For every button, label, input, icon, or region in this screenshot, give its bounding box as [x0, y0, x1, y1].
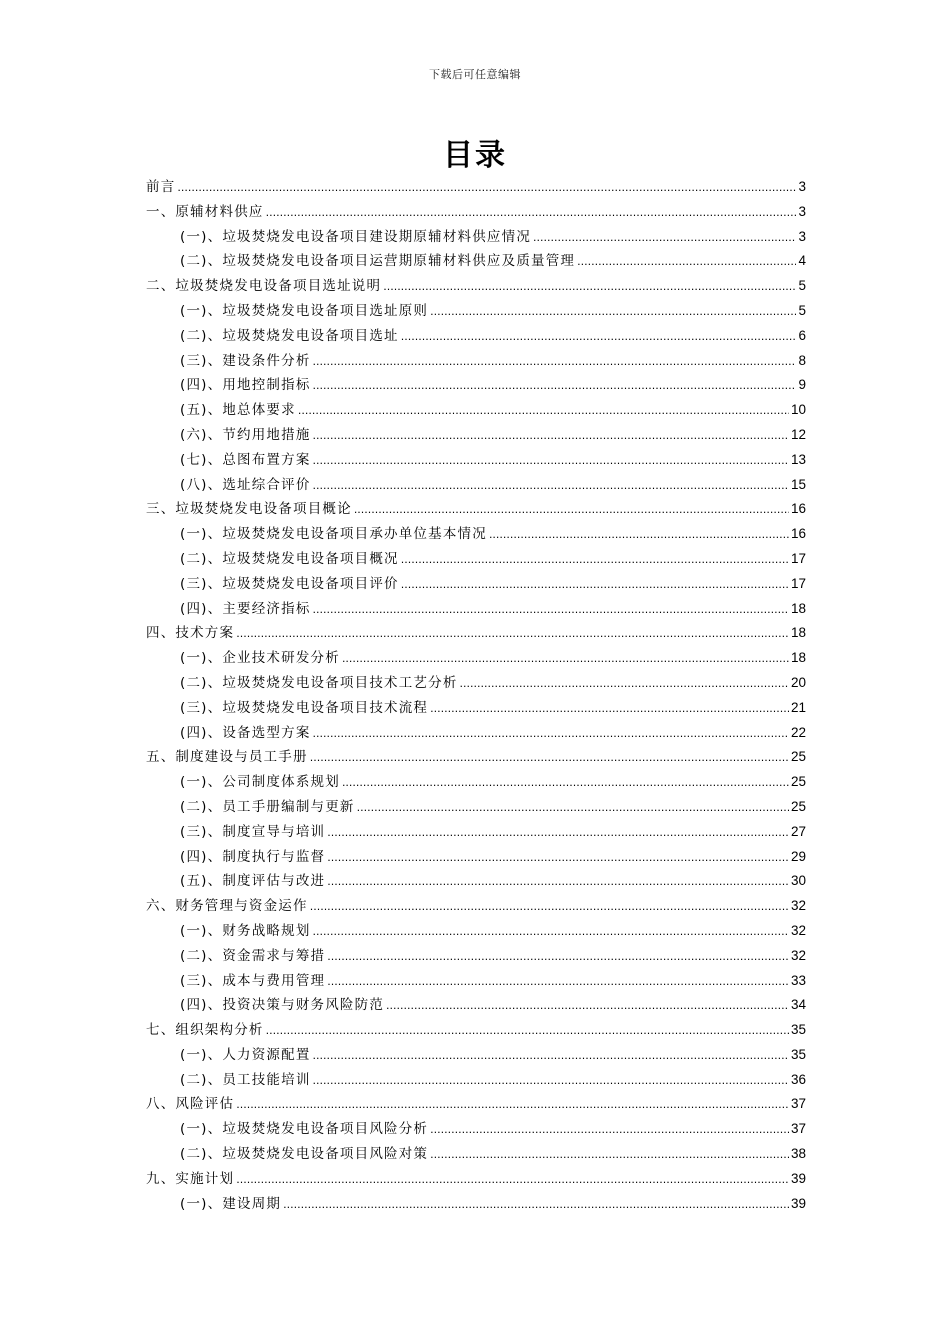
toc-entry[interactable] [146, 993, 806, 1018]
toc-page-number: 6 [798, 327, 806, 343]
toc-entry-title: (五)、地总体要求 [180, 402, 296, 419]
toc-entry[interactable] [146, 1092, 806, 1117]
toc-entry-title: (四)、设备选型方案 [180, 724, 311, 741]
toc-page-number: 17 [790, 575, 806, 591]
table-of-contents [146, 175, 806, 1216]
toc-page-number: 3 [798, 203, 806, 219]
toc-entry-title: (三)、建设条件分析 [180, 352, 311, 369]
toc-entry[interactable] [146, 646, 806, 671]
toc-leader-dots [533, 231, 796, 244]
toc-entry[interactable] [146, 1043, 806, 1068]
toc-entry[interactable] [146, 869, 806, 894]
toc-page-number: 39 [790, 1195, 806, 1211]
toc-entry[interactable] [146, 547, 806, 572]
toc-leader-dots [236, 1098, 789, 1111]
toc-leader-dots [310, 751, 789, 764]
toc-entry-title: 五、制度建设与员工手册 [146, 749, 308, 766]
toc-page-number: 20 [790, 674, 806, 690]
toc-page-number: 30 [790, 873, 806, 889]
toc-entry-title: (一)、公司制度体系规划 [180, 774, 340, 791]
toc-page-number: 33 [790, 972, 806, 988]
toc-entry[interactable] [146, 820, 806, 845]
toc-page-number: 18 [790, 625, 806, 641]
toc-page-number: 37 [790, 1121, 806, 1137]
toc-entry[interactable] [146, 770, 806, 795]
toc-page-number: 39 [790, 1170, 806, 1186]
toc-entry-title: (六)、节约用地措施 [180, 426, 311, 443]
toc-entry-title: 前言 [146, 179, 176, 195]
toc-entry[interactable] [146, 373, 806, 398]
toc-entry-title: 三、垃圾焚烧发电设备项目概论 [146, 501, 352, 518]
toc-entry-title: (二)、垃圾焚烧发电设备项目运营期原辅材料供应及质量管理 [180, 253, 576, 270]
toc-entry[interactable] [146, 522, 806, 547]
toc-entry[interactable] [146, 696, 806, 721]
toc-leader-dots [342, 652, 789, 665]
toc-leader-dots [383, 280, 796, 293]
toc-leader-dots [577, 255, 796, 268]
toc-entry-title: 八、风险评估 [146, 1096, 235, 1113]
toc-entry[interactable] [146, 274, 806, 299]
toc-leader-dots [313, 1074, 789, 1087]
toc-entry[interactable] [146, 249, 806, 274]
toc-entry-title: (二)、垃圾焚烧发电设备项目概况 [180, 550, 399, 567]
toc-entry-title: (二)、员工手册编制与更新 [180, 798, 355, 815]
toc-leader-dots [313, 429, 789, 442]
toc-leader-dots [298, 404, 789, 417]
toc-entry-title: (三)、垃圾焚烧发电设备项目技术流程 [180, 699, 429, 716]
toc-leader-dots [283, 1198, 789, 1211]
toc-leader-dots [313, 379, 797, 392]
toc-entry[interactable] [146, 671, 806, 696]
toc-leader-dots [357, 801, 789, 814]
toc-entry-title: (二)、资金需求与筹措 [180, 947, 326, 964]
toc-entry-title: (二)、垃圾焚烧发电设备项目技术工艺分析 [180, 674, 458, 691]
toc-page-number: 29 [790, 848, 806, 864]
toc-page-number: 10 [790, 402, 806, 418]
toc-entry[interactable] [146, 795, 806, 820]
toc-leader-dots [327, 875, 789, 888]
toc-page-number: 38 [790, 1146, 806, 1162]
toc-entry-title: (七)、总图布置方案 [180, 451, 311, 468]
toc-leader-dots [327, 826, 789, 839]
toc-leader-dots [313, 727, 789, 740]
toc-page-number: 13 [790, 451, 806, 467]
toc-leader-dots [430, 1148, 789, 1161]
toc-page-number: 3 [798, 179, 806, 194]
toc-page-number: 5 [798, 278, 806, 294]
toc-page-number: 12 [790, 426, 806, 442]
toc-entry-title: (四)、制度执行与监督 [180, 848, 326, 865]
toc-entry[interactable] [146, 944, 806, 969]
toc-entry-title: (二)、垃圾焚烧发电设备项目风险对策 [180, 1146, 429, 1163]
toc-page-number: 15 [790, 476, 806, 492]
toc-entry[interactable] [146, 1018, 806, 1043]
toc-entry-title: (三)、成本与费用管理 [180, 972, 326, 989]
toc-entry[interactable] [146, 1167, 806, 1192]
toc-page-number: 36 [790, 1071, 806, 1087]
toc-leader-dots [310, 900, 789, 913]
toc-page-number: 25 [790, 774, 806, 790]
toc-entry-title: 二、垃圾焚烧发电设备项目选址说明 [146, 278, 382, 295]
toc-page-number: 21 [790, 699, 806, 715]
toc-entry-title: (八)、选址综合评价 [180, 476, 311, 493]
toc-entry-title: 四、技术方案 [146, 625, 235, 642]
toc-entry-title: (一)、垃圾焚烧发电设备项目风险分析 [180, 1121, 429, 1138]
toc-entry-title: (一)、垃圾焚烧发电设备项目建设期原辅材料供应情况 [180, 228, 532, 245]
toc-leader-dots [342, 776, 789, 789]
toc-entry[interactable] [146, 324, 806, 349]
toc-page-number: 4 [798, 253, 806, 269]
toc-leader-dots [460, 677, 789, 690]
toc-entry[interactable] [146, 299, 806, 324]
toc-leader-dots [236, 627, 789, 640]
toc-entry[interactable] [146, 448, 806, 473]
toc-page-number: 3 [798, 228, 806, 244]
toc-page-number: 35 [790, 1046, 806, 1062]
toc-entry-title: 九、实施计划 [146, 1170, 235, 1187]
toc-leader-dots [430, 702, 789, 715]
page-title: 目录 [443, 138, 507, 173]
toc-leader-dots [401, 330, 797, 343]
toc-entry[interactable] [146, 175, 806, 200]
toc-leader-dots [327, 950, 789, 963]
toc-entry-title: (四)、主要经济指标 [180, 600, 311, 617]
toc-page-number: 16 [790, 526, 806, 542]
toc-entry[interactable] [146, 969, 806, 994]
toc-entry[interactable] [146, 572, 806, 597]
toc-page-number: 22 [790, 724, 806, 740]
toc-page-number: 35 [790, 1022, 806, 1038]
toc-page-number: 18 [790, 600, 806, 616]
toc-entry-title: (四)、用地控制指标 [180, 377, 311, 394]
toc-page-number: 32 [790, 898, 806, 914]
toc-leader-dots [177, 181, 796, 194]
toc-leader-dots [401, 553, 789, 566]
toc-page-number: 18 [790, 650, 806, 666]
toc-entry-title: 七、组织架构分析 [146, 1022, 264, 1039]
toc-leader-dots [327, 975, 789, 988]
toc-leader-dots [386, 999, 789, 1012]
toc-leader-dots [430, 1123, 789, 1136]
toc-leader-dots [313, 1049, 789, 1062]
toc-entry[interactable] [146, 423, 806, 448]
toc-entry-title: 一、原辅材料供应 [146, 203, 264, 220]
toc-entry[interactable] [146, 894, 806, 919]
toc-entry-title: (一)、企业技术研发分析 [180, 650, 340, 667]
toc-entry-title: (二)、员工技能培训 [180, 1071, 311, 1088]
toc-entry[interactable] [146, 721, 806, 746]
toc-entry[interactable] [146, 398, 806, 423]
toc-leader-dots [313, 479, 789, 492]
toc-page-number: 16 [790, 501, 806, 517]
toc-page-number: 25 [790, 749, 806, 765]
toc-entry-title: 六、财务管理与资金运作 [146, 898, 308, 915]
toc-page-number: 25 [790, 798, 806, 814]
toc-entry[interactable] [146, 597, 806, 622]
toc-entry[interactable] [146, 497, 806, 522]
toc-entry-title: (一)、建设周期 [180, 1195, 282, 1212]
toc-entry-title: (三)、制度宣导与培训 [180, 823, 326, 840]
toc-entry[interactable] [146, 1142, 806, 1167]
toc-page-number: 9 [798, 377, 806, 393]
toc-leader-dots [313, 603, 789, 616]
toc-entry-title: (一)、垃圾焚烧发电设备项目选址原则 [180, 302, 429, 319]
toc-leader-dots [236, 1173, 789, 1186]
toc-leader-dots [313, 925, 789, 938]
toc-entry-title: (五)、制度评估与改进 [180, 873, 326, 890]
toc-entry[interactable] [146, 349, 806, 374]
toc-entry[interactable] [146, 200, 806, 225]
toc-leader-dots [313, 355, 797, 368]
toc-entry[interactable] [146, 1117, 806, 1142]
toc-entry[interactable] [146, 621, 806, 646]
toc-entry-title: (一)、财务战略规划 [180, 922, 311, 939]
toc-entry[interactable] [146, 1192, 806, 1217]
page-header: 下载后可任意编辑 [429, 68, 521, 81]
toc-leader-dots [266, 1024, 789, 1037]
toc-leader-dots [401, 578, 789, 591]
toc-page-number: 32 [790, 922, 806, 938]
toc-leader-dots [354, 503, 789, 516]
toc-page-number: 27 [790, 823, 806, 839]
toc-entry-title: (一)、垃圾焚烧发电设备项目承办单位基本情况 [180, 526, 487, 543]
toc-entry[interactable] [146, 1068, 806, 1093]
toc-page-number: 32 [790, 947, 806, 963]
toc-page-number: 5 [798, 302, 806, 318]
toc-entry[interactable] [146, 845, 806, 870]
toc-leader-dots [327, 851, 789, 864]
toc-entry[interactable] [146, 745, 806, 770]
toc-entry-title: (三)、垃圾焚烧发电设备项目评价 [180, 575, 399, 592]
toc-leader-dots [266, 206, 797, 219]
toc-entry[interactable] [146, 225, 806, 250]
toc-entry-title: (二)、垃圾焚烧发电设备项目选址 [180, 327, 399, 344]
toc-leader-dots [430, 305, 796, 318]
toc-page-number: 17 [790, 550, 806, 566]
toc-page-number: 34 [790, 997, 806, 1013]
toc-entry-title: (一)、人力资源配置 [180, 1046, 311, 1063]
toc-entry[interactable] [146, 473, 806, 498]
toc-entry[interactable] [146, 919, 806, 944]
toc-leader-dots [313, 454, 789, 467]
toc-page-number: 8 [798, 352, 806, 368]
toc-page-number: 37 [790, 1096, 806, 1112]
toc-leader-dots [489, 528, 789, 541]
toc-entry-title: (四)、投资决策与财务风险防范 [180, 997, 385, 1014]
